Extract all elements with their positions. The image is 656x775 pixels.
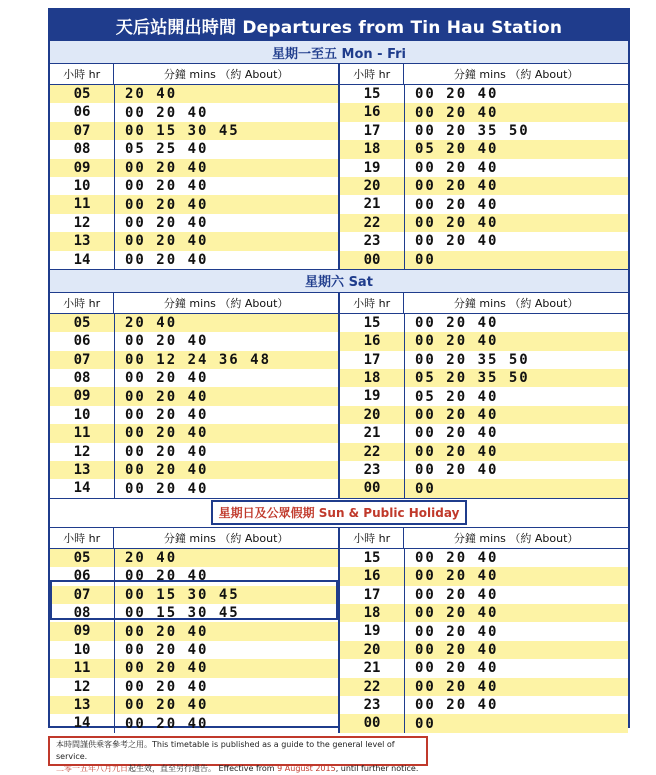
table-row: [50, 314, 338, 332]
minutes-cell: 00 20 40: [415, 660, 499, 677]
hour-cell: 05: [50, 314, 115, 332]
table-row: [340, 122, 628, 140]
table-row: [50, 549, 338, 567]
minutes-cell: 00 20 40: [125, 388, 209, 405]
table-row: [340, 696, 628, 714]
hour-cell: 07: [50, 586, 115, 604]
hour-cell: 12: [50, 678, 115, 696]
section-label: 星期六 Sat: [50, 269, 628, 293]
hour-cell: 23: [340, 232, 405, 250]
hour-cell: 15: [340, 85, 405, 103]
hour-header: 小時 hr: [340, 528, 404, 548]
table-row: [50, 567, 338, 585]
table-row: [340, 387, 628, 405]
hour-cell: 09: [50, 622, 115, 640]
table-row: [50, 332, 338, 350]
column-right: [340, 549, 628, 733]
table-row: [340, 332, 628, 350]
table-row: [340, 214, 628, 232]
minutes-cell: 00 20 40: [415, 550, 499, 566]
footer-date-cn: 二零一五年八月九日: [56, 764, 128, 773]
table-row: [340, 567, 628, 585]
table-row: [50, 622, 338, 640]
minutes-cell: 00 20 40: [415, 315, 499, 332]
minutes-header: 分鐘 mins （約 About）: [114, 64, 340, 84]
minutes-cell: 00 20 40: [415, 443, 499, 460]
table-row: [50, 424, 338, 442]
minutes-cell: 00 20 40: [125, 370, 209, 387]
hour-cell: 09: [50, 159, 115, 177]
table-row: [340, 406, 628, 424]
hour-cell: 10: [50, 641, 115, 659]
table-row: [50, 714, 338, 732]
footer-text-cn: 起生效，直至另行通告。 Effective from: [128, 764, 278, 773]
minutes-cell: 00 20 40: [125, 407, 209, 424]
rows: [50, 549, 628, 733]
hour-cell: 07: [50, 122, 115, 140]
table-row: [50, 406, 338, 424]
hour-cell: 00: [340, 251, 405, 269]
hour-cell: 23: [340, 696, 405, 714]
minutes-cell: 00 20 40: [125, 623, 209, 640]
hour-cell: 13: [50, 696, 115, 714]
table-row: [340, 586, 628, 604]
table-row: [50, 696, 338, 714]
hour-header: 小時 hr: [50, 64, 114, 84]
rows: [50, 85, 628, 269]
hour-cell: 21: [340, 659, 405, 677]
table-row: [50, 232, 338, 250]
hour-cell: 08: [50, 140, 115, 158]
hour-cell: 06: [50, 332, 115, 350]
hour-cell: 09: [50, 387, 115, 405]
minutes-header: 分鐘 mins （約 About）: [114, 293, 340, 313]
minutes-cell: 00 15 30 45: [125, 122, 240, 139]
table-row: [340, 622, 628, 640]
minutes-cell: 20 40: [125, 550, 178, 566]
table-row: [340, 659, 628, 677]
minutes-header: 分鐘 mins （約 About）: [453, 68, 579, 81]
table-row: [50, 122, 338, 140]
hour-cell: 17: [340, 351, 405, 369]
footer-text-en: , until further notice.: [335, 764, 419, 773]
hour-cell: 19: [340, 387, 405, 405]
footer-line-1: 本時間謹供乘客參考之用。This timetable is published as a guide to the general level of service.: [56, 740, 395, 761]
table-row: [340, 678, 628, 696]
minutes-cell: 00 20 40: [415, 196, 499, 213]
table-row: [340, 641, 628, 659]
footer-note: [48, 736, 428, 773]
table-row: [340, 443, 628, 461]
minutes-cell: 00 20 40: [415, 86, 499, 103]
hour-cell: 20: [340, 406, 405, 424]
table-row: [340, 549, 628, 567]
footer-line-2: [56, 763, 420, 775]
column-left: [50, 85, 340, 269]
minutes-cell: 00 20 40: [415, 159, 499, 176]
table-row: [340, 424, 628, 442]
hour-cell: 20: [340, 177, 405, 195]
minutes-cell: 00 20 40: [125, 568, 209, 585]
hour-cell: 11: [50, 195, 115, 213]
minutes-cell: 00 15 30 45: [125, 605, 240, 622]
column-header-row: [50, 293, 628, 314]
table-row: [50, 103, 338, 121]
hour-cell: 18: [340, 604, 405, 622]
table-row: [50, 177, 338, 195]
hour-cell: 22: [340, 678, 405, 696]
minutes-cell: 00 20 40: [415, 697, 499, 714]
minutes-cell: 00 20 40: [125, 251, 209, 268]
table-row: [340, 85, 628, 103]
hour-cell: 06: [50, 103, 115, 121]
table-row: [50, 159, 338, 177]
minutes-cell: 00 20 40: [415, 641, 499, 658]
hour-cell: 19: [340, 159, 405, 177]
hour-cell: 11: [50, 424, 115, 442]
minutes-cell: 00 12 24 36 48: [125, 351, 272, 368]
minutes-cell: 20 40: [125, 315, 178, 332]
table-row: [50, 641, 338, 659]
minutes-cell: 00 20 40: [125, 104, 209, 121]
hour-cell: 12: [50, 443, 115, 461]
minutes-cell: 00 20 35 50: [415, 351, 530, 368]
hour-cell: 18: [340, 140, 405, 158]
table-row: [50, 479, 338, 497]
minutes-cell: 00 20 40: [415, 586, 499, 603]
column-right: [340, 314, 628, 498]
timetable: [48, 8, 630, 732]
hour-cell: 16: [340, 332, 405, 350]
column-left: [50, 549, 340, 733]
hour-cell: 06: [50, 567, 115, 585]
minutes-cell: 00 20 40: [415, 407, 499, 424]
table-row: [50, 659, 338, 677]
column-header-row: [50, 64, 628, 85]
minutes-cell: 00 20 40: [125, 425, 209, 442]
section-label: 星期一至五 Mon - Fri: [50, 40, 628, 64]
hour-cell: 05: [50, 549, 115, 567]
minutes-cell: 00 20 40: [415, 333, 499, 350]
hour-header: 小時 hr: [50, 293, 114, 313]
table-row: [50, 586, 338, 604]
hour-cell: 08: [50, 604, 115, 622]
table-row: [50, 604, 338, 622]
table-row: [340, 140, 628, 158]
minutes-cell: 00 20 40: [125, 715, 209, 732]
table-row: [50, 351, 338, 369]
hour-cell: 22: [340, 214, 405, 232]
column-right: [340, 85, 628, 269]
hour-cell: 11: [50, 659, 115, 677]
minutes-cell: 00 20 40: [415, 178, 499, 195]
hour-cell: 13: [50, 232, 115, 250]
hour-header: 小時 hr: [340, 64, 404, 84]
minutes-cell: 00 20 40: [415, 623, 499, 640]
minutes-cell: 00 20 40: [415, 462, 499, 479]
minutes-cell: 00 20 40: [125, 641, 209, 658]
table-row: [340, 251, 628, 269]
minutes-cell: 00 20 40: [415, 678, 499, 695]
table-row: [50, 251, 338, 269]
minutes-cell: 00 20 40: [415, 605, 499, 622]
hour-header: 小時 hr: [340, 293, 404, 313]
hour-cell: 19: [340, 622, 405, 640]
hour-cell: 14: [50, 714, 115, 732]
hour-cell: 21: [340, 195, 405, 213]
section-label: [50, 498, 628, 528]
hour-cell: 22: [340, 443, 405, 461]
minutes-header: 分鐘 mins （約 About）: [453, 296, 579, 310]
holiday-label: 星期日及公眾假期 Sun & Public Holiday: [211, 500, 468, 525]
minutes-cell: 00 20 40: [125, 214, 209, 231]
hour-cell: 20: [340, 641, 405, 659]
hour-cell: 23: [340, 461, 405, 479]
minutes-cell: 05 25 40: [125, 141, 209, 158]
hour-cell: 10: [50, 406, 115, 424]
minutes-cell: 00 20 40: [415, 425, 499, 442]
minutes-cell: 00 20 40: [415, 233, 499, 250]
minutes-cell: 00: [415, 480, 436, 497]
hour-cell: 07: [50, 351, 115, 369]
minutes-cell: 05 20 40: [415, 388, 499, 405]
minutes-cell: 00 20 40: [415, 104, 499, 121]
minutes-header: 分鐘 mins （約 About）: [114, 528, 340, 548]
hour-cell: 00: [340, 714, 405, 732]
minutes-cell: 00 20 40: [415, 214, 499, 231]
table-row: [340, 195, 628, 213]
table-row: [50, 678, 338, 696]
table-row: [340, 314, 628, 332]
hour-cell: 18: [340, 369, 405, 387]
minutes-cell: 00 20 40: [125, 159, 209, 176]
minutes-cell: 00 20 40: [125, 660, 209, 677]
minutes-header: 分鐘 mins （約 About）: [453, 531, 579, 545]
minutes-cell: 00 20 40: [415, 568, 499, 585]
hour-cell: 05: [50, 85, 115, 103]
table-row: [50, 461, 338, 479]
hour-cell: 10: [50, 177, 115, 195]
hour-cell: 21: [340, 424, 405, 442]
hour-cell: 14: [50, 251, 115, 269]
minutes-cell: 00 20 40: [125, 480, 209, 497]
minutes-cell: 20 40: [125, 86, 178, 103]
minutes-cell: 00: [415, 715, 436, 732]
table-row: [50, 195, 338, 213]
table-row: [340, 232, 628, 250]
hour-cell: 15: [340, 549, 405, 567]
minutes-cell: 00 20 40: [125, 233, 209, 250]
column-header-row: [50, 528, 628, 549]
hour-header: 小時 hr: [50, 528, 114, 548]
hour-cell: 08: [50, 369, 115, 387]
hour-cell: 17: [340, 122, 405, 140]
table-row: [340, 177, 628, 195]
hour-cell: 16: [340, 567, 405, 585]
table-row: [50, 369, 338, 387]
minutes-cell: 00 20 40: [125, 678, 209, 695]
table-row: [50, 387, 338, 405]
hour-cell: 14: [50, 479, 115, 497]
table-row: [340, 604, 628, 622]
minutes-cell: 00 20 40: [125, 462, 209, 479]
table-row: [340, 351, 628, 369]
minutes-cell: 00 20 40: [125, 333, 209, 350]
minutes-cell: 00 20 40: [125, 443, 209, 460]
hour-cell: 16: [340, 103, 405, 121]
minutes-cell: 00: [415, 251, 436, 268]
table-row: [340, 714, 628, 732]
hour-cell: 17: [340, 586, 405, 604]
minutes-cell: 00 20 40: [125, 196, 209, 213]
table-row: [50, 214, 338, 232]
table-row: [340, 479, 628, 497]
table-row: [340, 103, 628, 121]
table-row: [50, 140, 338, 158]
rows: [50, 314, 628, 498]
column-left: [50, 314, 340, 498]
hour-cell: 00: [340, 479, 405, 497]
table-row: [50, 443, 338, 461]
minutes-cell: 05 20 40: [415, 141, 499, 158]
hour-cell: 12: [50, 214, 115, 232]
table-row: [50, 85, 338, 103]
minutes-cell: 00 20 35 50: [415, 122, 530, 139]
timetable-title: 天后站開出時間 Departures from Tin Hau Station: [50, 10, 628, 40]
table-row: [340, 369, 628, 387]
minutes-cell: 00 20 40: [125, 697, 209, 714]
minutes-cell: 05 20 35 50: [415, 370, 530, 387]
sections: [50, 40, 628, 733]
footer-date-en: 9 August 2015: [277, 764, 336, 773]
table-row: [340, 159, 628, 177]
hour-cell: 15: [340, 314, 405, 332]
table-row: [340, 461, 628, 479]
hour-cell: 13: [50, 461, 115, 479]
minutes-cell: 00 20 40: [125, 178, 209, 195]
minutes-cell: 00 15 30 45: [125, 586, 240, 603]
